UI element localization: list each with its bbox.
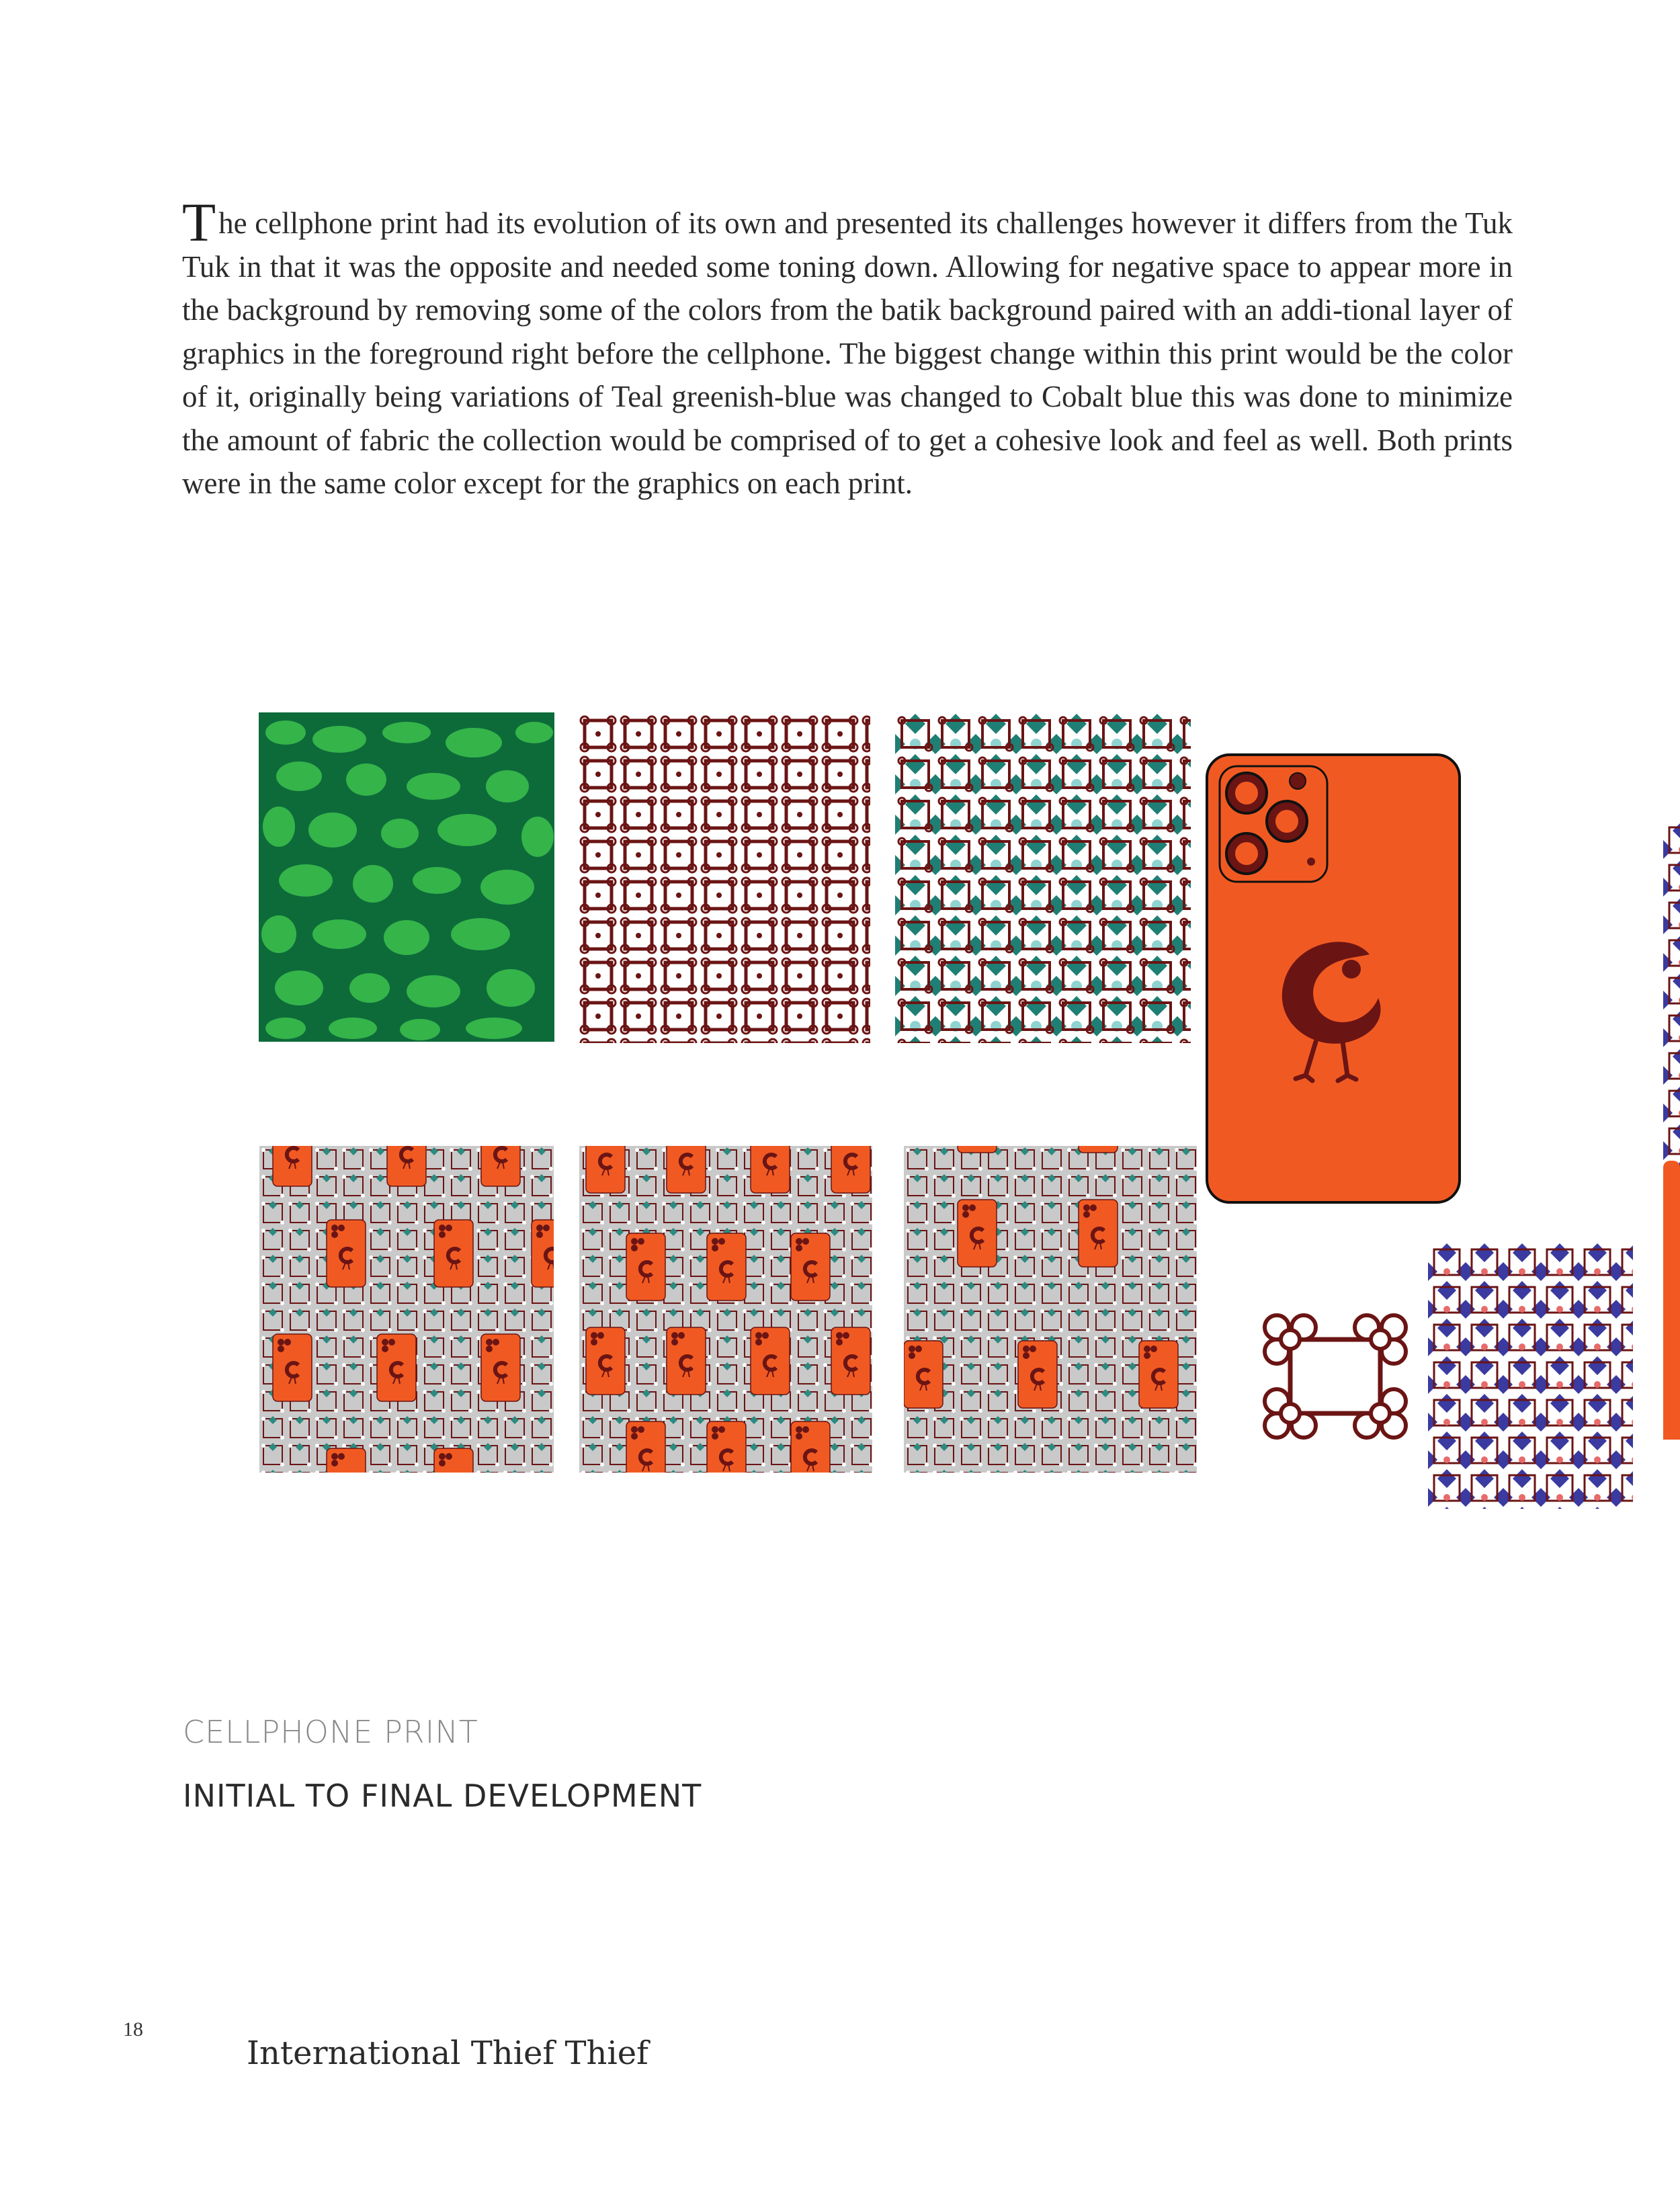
cellphone-print-v3 [904, 1146, 1197, 1473]
body-paragraph [182, 192, 1513, 505]
flower-frame-motif [1251, 1303, 1419, 1450]
cellphone-print-v2 [579, 1146, 872, 1473]
cellphone-graphic [1205, 753, 1462, 1204]
maroon-motif-swatch [578, 714, 870, 1043]
batik-green-swatch [259, 712, 554, 1042]
cobalt-motif-swatch [1428, 1243, 1633, 1509]
publication-title: International Thief Thief [247, 2034, 648, 2072]
section-label: CELLPHONE PRINT [183, 1714, 478, 1750]
body-text: he cellphone print had its evolution of its own and presented its challenges however it differs from the Tuk Tuk in that it was the opposite and needed some toning down. Allowing for negative space to appear more in the background by removing some of the colors from the batik background paired with an addi-tional layer of graphics in the foreground right before the cellphone. The biggest change within this print would be the color of it, originally being variations of Teal greenish-blue was changed to Cobalt blue this was done to minimize the amount of fabric the collection would be comprised of to get a cohesive look and feel as well. Both prints were in the same color except for the graphics on each print. [182, 206, 1513, 500]
page-number: 18 [123, 2018, 143, 2040]
cellphone-print-v1 [259, 1146, 554, 1473]
teal-motif-swatch [895, 714, 1191, 1043]
section-subtitle: INITIAL TO FINAL DEVELOPMENT [183, 1778, 702, 1814]
drop-cap: T [182, 192, 216, 253]
cobalt-edge-swatch [1663, 821, 1680, 1440]
